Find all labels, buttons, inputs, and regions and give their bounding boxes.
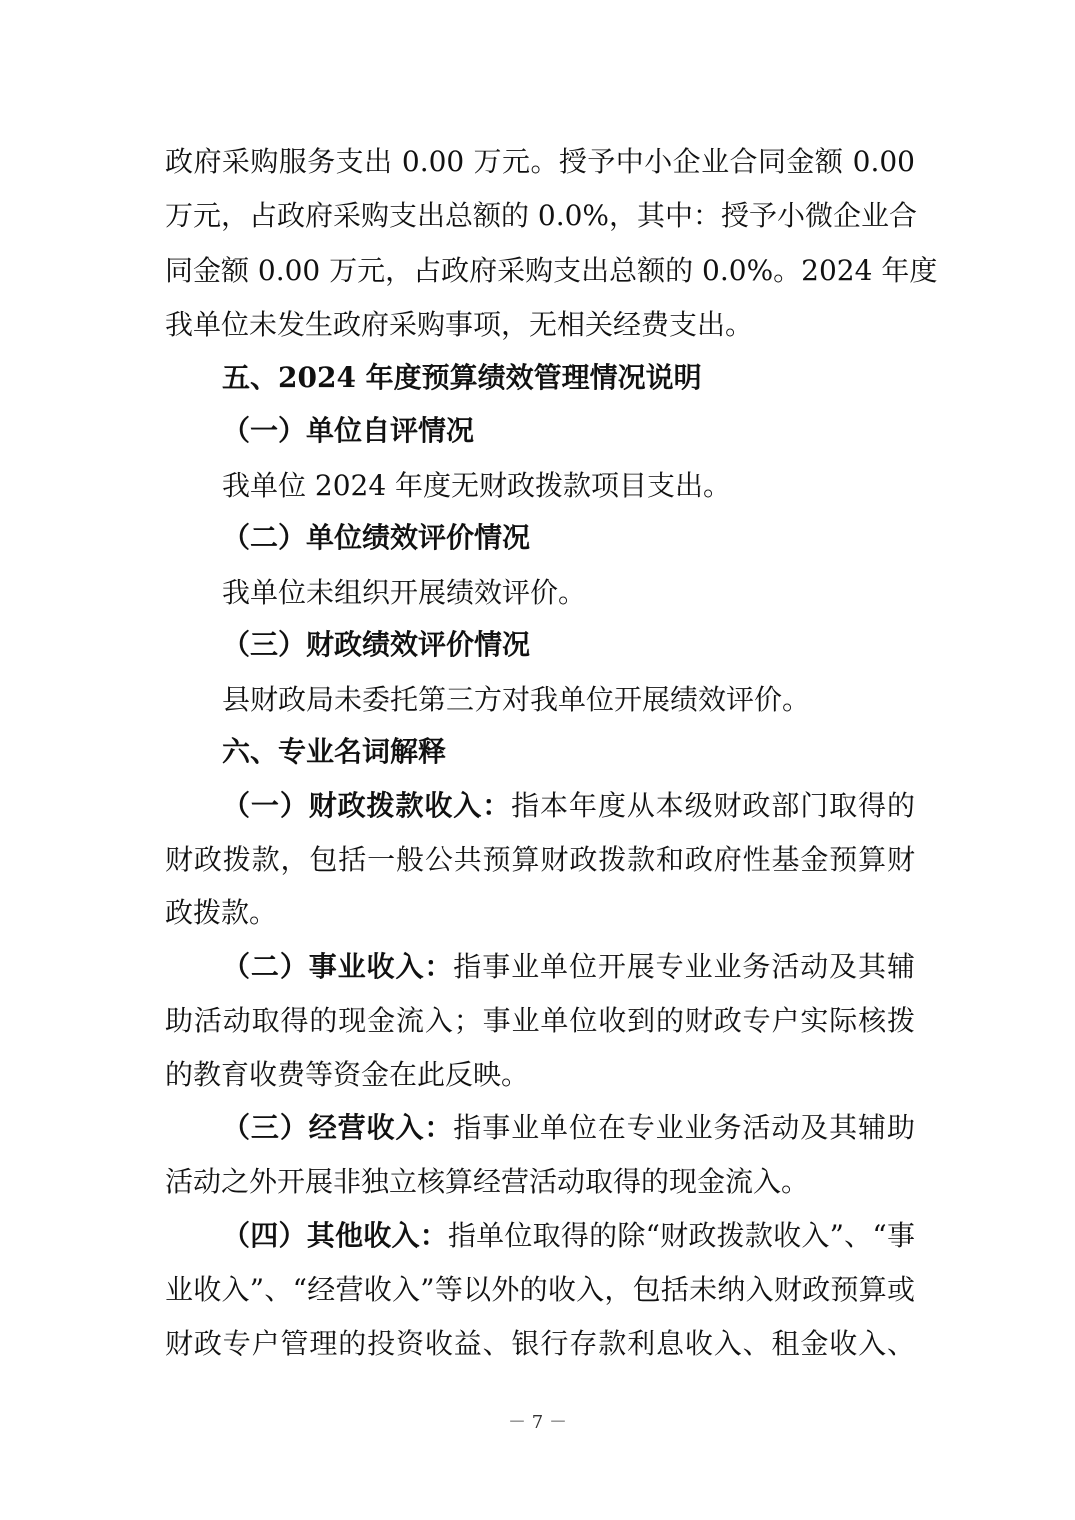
section-heading: 五、2024 年度预算绩效管理情况说明	[222, 361, 702, 394]
paragraph-line: 我单位未发生政府采购事项，无相关经费支出。	[165, 308, 754, 341]
section-heading: 六、专业名词解释	[222, 735, 447, 768]
paragraph-line: 我单位 2024 年度无财政拨款项目支出。	[222, 469, 732, 502]
paragraph-line: 我单位未组织开展绩效评价。	[222, 576, 587, 609]
paragraph-line: 财政专户管理的投资收益、银行存款利息收入、租金收入、	[165, 1327, 915, 1360]
page-number: － 7 －	[508, 1412, 567, 1433]
paragraph-line: 助活动取得的现金流入；事业单位收到的财政专户实际核拨	[165, 1004, 915, 1037]
term-first-line	[222, 786, 915, 826]
paragraph-line: 财政拨款，包括一般公共预算财政拨款和政府性基金预算财	[165, 843, 915, 876]
paragraph-line: 同金额 0.00 万元，占政府采购支出总额的 0.0%。2024 年度	[165, 254, 938, 287]
term-label: （三）经营收入：	[222, 1111, 454, 1144]
paragraph-line: 的教育收费等资金在此反映。	[165, 1058, 530, 1091]
term-label: （二）事业收入：	[222, 950, 454, 983]
term-first-line	[222, 947, 915, 987]
paragraph-line: 活动之外开展非独立核算经营活动取得的现金流入。	[165, 1165, 810, 1198]
term-text: 指事业单位在专业业务活动及其辅助	[453, 1111, 915, 1144]
term-text: 指单位取得的除“财政拨款收入”、“事	[447, 1219, 915, 1252]
paragraph-line: 政府采购服务支出 0.00 万元。授予中小企业合同金额 0.00	[165, 145, 915, 178]
term-text: 指本年度从本级财政部门取得的	[511, 789, 915, 822]
paragraph-line: 县财政局未委托第三方对我单位开展绩效评价。	[222, 683, 811, 716]
term-first-line	[222, 1108, 915, 1148]
paragraph-line: 万元，占政府采购支出总额的 0.0%，其中：授予小微企业合	[165, 199, 918, 232]
subsection-heading: （三）财政绩效评价情况	[222, 628, 531, 661]
paragraph-line: 业收入”、“经营收入”等以外的收入，包括未纳入财政预算或	[165, 1273, 915, 1306]
term-label: （四）其他收入：	[222, 1219, 448, 1252]
term-first-line	[222, 1216, 915, 1256]
subsection-heading: （一）单位自评情况	[222, 414, 475, 447]
term-text: 指事业单位开展专业业务活动及其辅	[453, 950, 915, 983]
paragraph-line: 政拨款。	[165, 896, 278, 929]
term-label: （一）财政拨款收入：	[222, 789, 512, 822]
subsection-heading: （二）单位绩效评价情况	[222, 521, 531, 554]
